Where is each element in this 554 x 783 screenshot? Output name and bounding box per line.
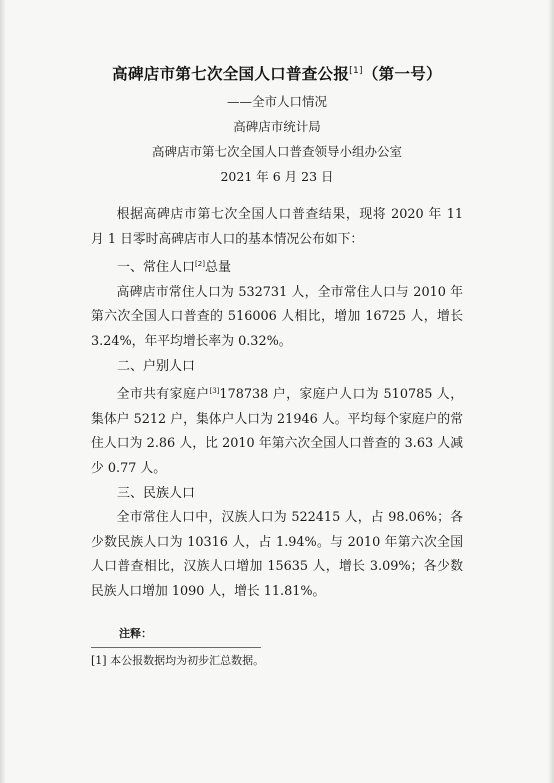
intro-paragraph: 根据高碑店市第七次全国人口普查结果，现将 2020 年 11 月 1 日零时高碑店市人口的基本情况公布如下： (91, 207, 463, 247)
publish-date: 2021 年 6 月 23 日 (220, 169, 334, 184)
bulletin-title-text: 高碑店市第七次全国人口普查公报 (112, 65, 350, 83)
paragraph-prefix: 全市共有家庭户 (116, 387, 210, 403)
issuer-statistics-bureau: 高碑店市统计局 (233, 119, 321, 134)
section-paragraph-ethnic-population: 全市常住人口中，汉族人口为 522415 人，占 98.06%；各少数民族人口为 10316 人，占 1.94%。与 2010 年第六次全国人口普查相比，汉族人口增加 15635 人，增长 3.09%；各少数民族人口增加 1090 人，增长 11.81%。 (91, 510, 463, 599)
issuer-census-office: 高碑店市第七次全国人口普查领导小组办公室 (151, 144, 402, 159)
bulletin-title (0, 60, 554, 85)
bulletin-header (0, 60, 554, 189)
section-footnote-ref[interactable]: [2] (195, 260, 205, 269)
bulletin-title-suffix: （第一号） (362, 65, 442, 83)
paragraph-footnote-ref[interactable]: [3] (209, 387, 220, 396)
bulletin-body (91, 203, 463, 605)
bulletin-subtitle: ——全市人口情况 (226, 94, 327, 109)
notes-title: 注释： (119, 627, 152, 640)
section-heading-text: 一、常住人口 (117, 260, 196, 276)
section-heading-suffix: 总量 (204, 260, 231, 276)
paragraph-text: 178738 户，家庭户人口为 510785 人，集体户 5212 户，集体户人口为 21946 人。平均每个家庭户的常住人口为 2.86 人，比 2010 年第六次全国人口普查的 3.63 人减少 0.77 人。 (91, 387, 463, 476)
section-paragraph-household-population (91, 379, 463, 481)
title-footnote-ref[interactable]: [1] (349, 66, 363, 76)
section-paragraph-resident-population: 高碑店市常住人口为 532731 人，全市常住人口与 2010 年第六次全国人口普查的 516006 人相比，增加 16725 人，增长 3.24%，年平均增长率为 0.32%。 (91, 284, 463, 349)
section-heading-ethnic-population: 三、民族人口 (117, 485, 196, 501)
section-heading-household-population: 二、户别人口 (117, 358, 196, 374)
notes-section (91, 625, 463, 670)
section-heading-resident-population (91, 252, 463, 281)
note-item: [1] 本公报数据均为初步汇总数据。 (91, 647, 261, 670)
